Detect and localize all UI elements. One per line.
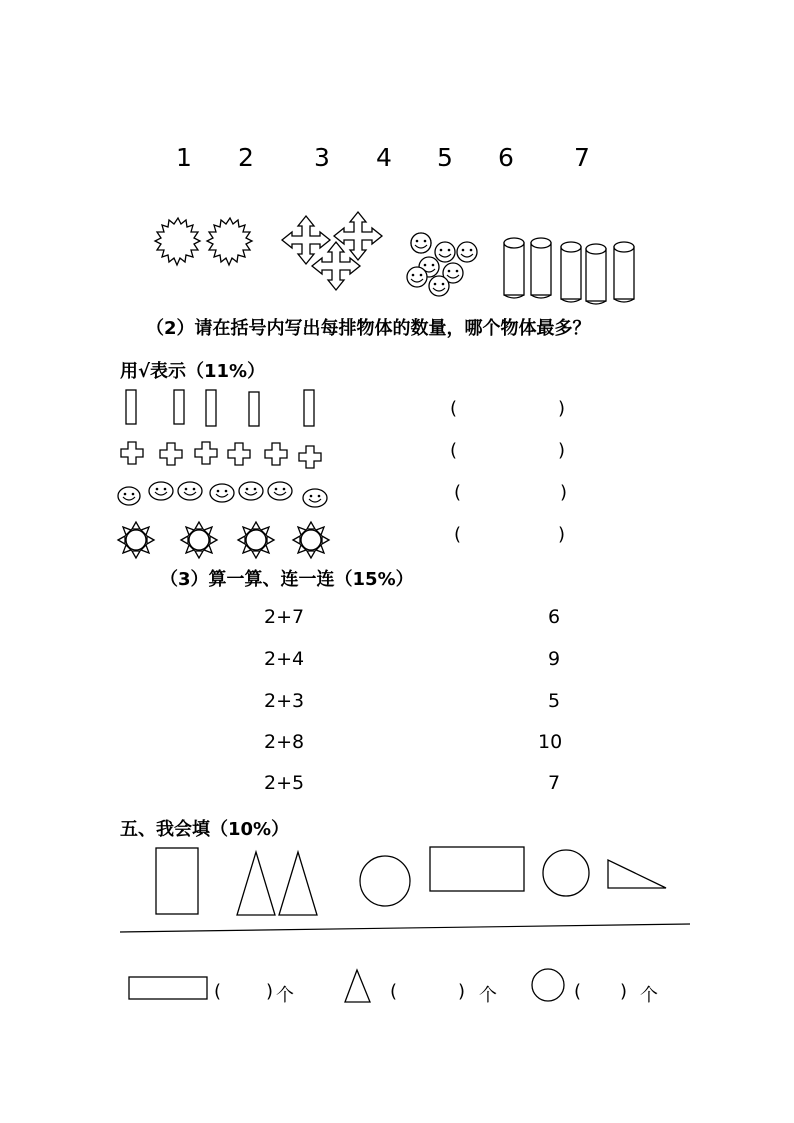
equation-5: 2+5 <box>264 772 305 794</box>
section-5-title: 五、我会填（10%） <box>120 819 290 840</box>
cylinder-group-icon <box>500 235 645 307</box>
equation-4: 2+8 <box>264 731 305 753</box>
triangle-icon <box>343 968 373 1006</box>
count-unit-rectangle: 个 <box>276 985 294 1006</box>
answer-paren-close-3: ) <box>560 482 568 503</box>
answer-paren-open-1: ( <box>450 398 458 419</box>
answer-paren-close-2: ) <box>558 440 566 461</box>
equation-3: 2+3 <box>264 690 305 712</box>
arrow-cross-group-icon <box>278 208 388 298</box>
result-5: 7 <box>548 772 561 794</box>
divider-line <box>118 920 693 936</box>
count-paren-open-triangle: ( <box>390 981 398 1002</box>
number-1: 1 <box>176 143 192 172</box>
result-2: 9 <box>548 648 561 670</box>
count-paren-close-circle: ) <box>620 981 628 1002</box>
cross-row-icon <box>118 440 333 474</box>
smiley-row-icon <box>114 478 339 512</box>
smiley-cluster-icon <box>402 230 482 305</box>
answer-paren-open-2: ( <box>450 440 458 461</box>
count-paren-close-triangle: ) <box>458 981 466 1002</box>
rectangle-row-icon <box>120 388 330 430</box>
question-2-instruction: （2）请在括号内写出每排物体的数量，哪个物体最多？ <box>146 318 591 339</box>
count-paren-close-rectangle: ) <box>266 981 274 1002</box>
count-unit-circle: 个 <box>640 985 658 1006</box>
equation-1: 2+7 <box>264 606 305 628</box>
number-6: 6 <box>498 143 514 172</box>
shape-picture-group <box>150 842 675 922</box>
question-3-title: （3）算一算、连一连（15%） <box>160 569 414 590</box>
number-2: 2 <box>238 143 254 172</box>
count-unit-triangle: 个 <box>479 985 497 1006</box>
count-paren-open-circle: ( <box>574 981 582 1002</box>
number-4: 4 <box>376 143 392 172</box>
result-3: 5 <box>548 690 561 712</box>
answer-paren-close-1: ) <box>558 398 566 419</box>
answer-paren-close-4: ) <box>558 524 566 545</box>
answer-paren-open-4: ( <box>454 524 462 545</box>
count-paren-open-rectangle: ( <box>214 981 222 1002</box>
answer-paren-open-3: ( <box>454 482 462 503</box>
equation-2: 2+4 <box>264 648 305 670</box>
question-2-instruction-cont: 用√表示（11%） <box>120 361 266 382</box>
result-4: 10 <box>538 731 563 753</box>
number-3: 3 <box>314 143 330 172</box>
sun-row-icon <box>114 520 339 560</box>
starburst-group-icon <box>150 210 260 280</box>
number-5: 5 <box>437 143 453 172</box>
circle-icon <box>530 968 568 1004</box>
rectangle-icon <box>128 975 210 1003</box>
result-1: 6 <box>548 606 561 628</box>
number-7: 7 <box>574 143 590 172</box>
